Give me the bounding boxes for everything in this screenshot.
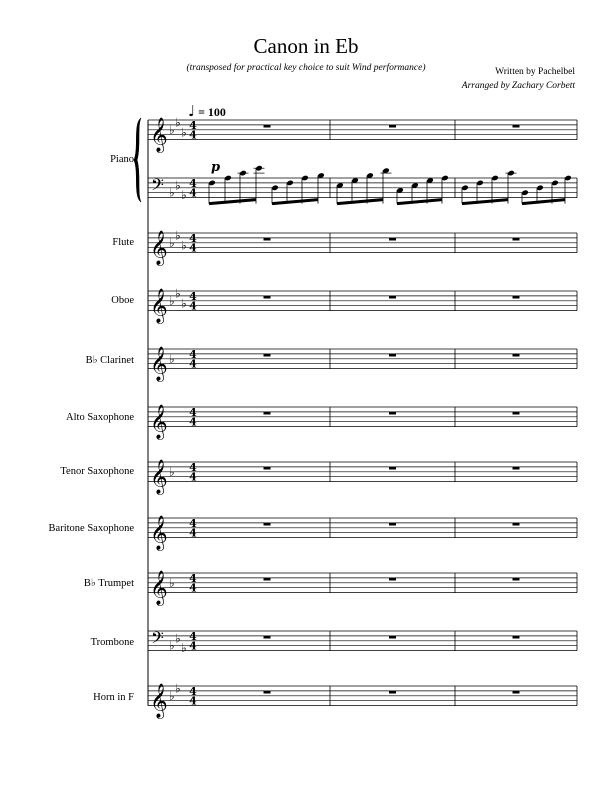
flat-icon: ♭ <box>169 351 175 366</box>
time-signature-top: 4 <box>189 289 197 303</box>
time-signature-bottom: 4 <box>189 299 197 313</box>
whole-rest <box>389 467 396 470</box>
time-signature-top: 4 <box>189 460 197 474</box>
time-signature-bottom: 4 <box>189 128 197 142</box>
instrument-label-alto-sax: Alto Saxophone <box>66 412 134 423</box>
whole-rest <box>513 636 520 639</box>
flat-icon: ♭ <box>169 293 175 308</box>
whole-rest <box>264 523 271 526</box>
time-signature-top: 4 <box>189 516 197 530</box>
time-signature-top: 4 <box>189 405 197 419</box>
flat-icon: ♭ <box>169 464 175 479</box>
time-signature-bottom: 4 <box>189 357 197 371</box>
whole-rest <box>264 412 271 415</box>
flat-icon: ♭ <box>181 188 187 203</box>
instrument-label-clarinet: B♭ Clarinet <box>85 355 134 366</box>
bass-clef-icon: 𝄢 <box>151 174 164 199</box>
instrument-label-tenor-sax: Tenor Saxophone <box>60 466 134 477</box>
time-signature-top: 4 <box>189 118 197 132</box>
note-beam <box>522 200 565 204</box>
flat-icon: ♭ <box>169 638 175 653</box>
note-beam <box>397 200 442 204</box>
whole-rest <box>513 296 520 299</box>
whole-rest <box>264 238 271 241</box>
time-signature-top: 4 <box>189 347 197 361</box>
whole-rest <box>389 125 396 128</box>
whole-rest <box>264 578 271 581</box>
flat-icon: ♭ <box>181 125 187 140</box>
flat-icon: ♭ <box>175 115 181 130</box>
instrument-label-piano: Piano <box>110 154 134 165</box>
treble-clef-icon: 𝄞 <box>150 230 168 266</box>
whole-rest <box>513 125 520 128</box>
whole-rest <box>264 354 271 357</box>
whole-rest <box>513 578 520 581</box>
whole-rest <box>389 238 396 241</box>
instrument-label-trombone: Trombone <box>90 637 134 648</box>
whole-rest <box>264 636 271 639</box>
treble-clef-icon: 𝄞 <box>150 570 168 606</box>
piano-brace <box>134 118 141 202</box>
treble-clef-icon: 𝄞 <box>150 459 168 495</box>
score-title: Canon in Eb <box>253 34 359 58</box>
time-signature-bottom: 4 <box>189 186 197 200</box>
treble-clef-icon: 𝄞 <box>150 683 168 719</box>
treble-clef-icon: 𝄞 <box>150 515 168 551</box>
whole-rest <box>513 354 520 357</box>
flat-icon: ♭ <box>169 122 175 137</box>
time-signature-bottom: 4 <box>189 415 197 429</box>
instrument-label-oboe: Oboe <box>111 295 134 306</box>
dynamic-piano: p <box>211 160 221 175</box>
note-beam <box>337 200 383 204</box>
flat-icon: ♭ <box>169 185 175 200</box>
instrument-label-flute: Flute <box>112 237 134 248</box>
whole-rest <box>389 578 396 581</box>
flat-icon: ♭ <box>175 228 181 243</box>
treble-clef-icon: 𝄞 <box>150 404 168 440</box>
treble-clef-icon: 𝄞 <box>150 117 168 153</box>
bass-clef-icon: 𝄢 <box>151 627 164 652</box>
whole-rest <box>513 523 520 526</box>
treble-clef-icon: 𝄞 <box>150 346 168 382</box>
time-signature-bottom: 4 <box>189 470 197 484</box>
arranger-credit: Arranged by Zachary Corbett <box>461 81 575 91</box>
whole-rest <box>389 296 396 299</box>
time-signature-top: 4 <box>189 176 197 190</box>
whole-rest <box>513 412 520 415</box>
whole-rest <box>389 412 396 415</box>
score-subtitle: (transposed for practical key choice to suit Wind performance) <box>186 63 426 73</box>
whole-rest <box>389 354 396 357</box>
treble-clef-icon: 𝄞 <box>150 288 168 324</box>
whole-rest <box>389 636 396 639</box>
time-signature-bottom: 4 <box>189 639 197 653</box>
flat-icon: ♭ <box>175 631 181 646</box>
flat-icon: ♭ <box>175 286 181 301</box>
time-signature-bottom: 4 <box>189 694 197 708</box>
time-signature-bottom: 4 <box>189 581 197 595</box>
flat-icon: ♭ <box>169 575 175 590</box>
note-beam <box>272 200 318 204</box>
instrument-label-baritone-sax: Baritone Saxophone <box>48 523 134 534</box>
flat-icon: ♭ <box>181 296 187 311</box>
time-signature-top: 4 <box>189 231 197 245</box>
whole-rest <box>264 125 271 128</box>
whole-rest <box>264 691 271 694</box>
composer-credit: Written by Pachelbel <box>495 67 575 77</box>
time-signature-top: 4 <box>189 571 197 585</box>
tempo-value: = 100 <box>198 105 226 119</box>
whole-rest <box>264 296 271 299</box>
flat-icon: ♭ <box>175 178 181 193</box>
time-signature-top: 4 <box>189 684 197 698</box>
flat-icon: ♭ <box>181 238 187 253</box>
note-beam <box>462 200 508 204</box>
flat-icon: ♭ <box>175 681 181 696</box>
quarter-note-icon: ♩ <box>188 102 196 120</box>
whole-rest <box>389 523 396 526</box>
time-signature-bottom: 4 <box>189 526 197 540</box>
whole-rest <box>389 691 396 694</box>
time-signature-top: 4 <box>189 629 197 643</box>
time-signature-bottom: 4 <box>189 241 197 255</box>
whole-rest <box>513 691 520 694</box>
flat-icon: ♭ <box>181 641 187 656</box>
whole-rest <box>513 467 520 470</box>
flat-icon: ♭ <box>169 688 175 703</box>
instrument-label-trumpet: B♭ Trumpet <box>83 578 134 589</box>
whole-rest <box>513 238 520 241</box>
whole-rest <box>264 467 271 470</box>
instrument-label-horn: Horn in F <box>93 692 134 703</box>
flat-icon: ♭ <box>169 235 175 250</box>
note-beam <box>209 200 256 204</box>
